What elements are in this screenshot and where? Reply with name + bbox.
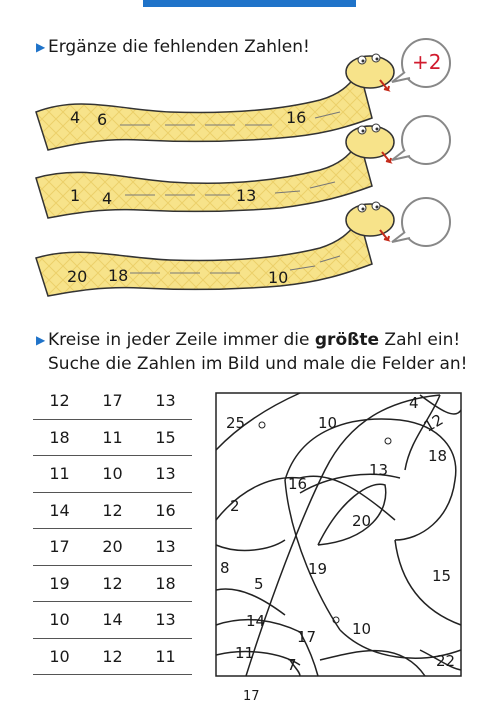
task-1-text: Ergänze die fehlenden Zahlen! <box>48 37 310 57</box>
picture-number: 17 <box>297 628 317 646</box>
picture-number: 16 <box>288 475 308 493</box>
picture-number: 5 <box>254 575 264 593</box>
number-cell[interactable]: 11 <box>139 638 192 675</box>
number-cell[interactable]: 14 <box>86 602 139 639</box>
picture-number: 15 <box>432 567 452 585</box>
number-cell[interactable]: 17 <box>86 383 139 419</box>
number-cell[interactable]: 13 <box>139 456 192 493</box>
number-cell[interactable]: 13 <box>139 602 192 639</box>
number-cell[interactable]: 16 <box>139 492 192 529</box>
number-cell[interactable]: 11 <box>33 456 86 493</box>
picture-number: 18 <box>428 447 448 465</box>
picture-number: 25 <box>226 414 246 432</box>
snake-1-number: 4 <box>70 108 81 127</box>
number-cell[interactable]: 15 <box>139 419 192 456</box>
picture-number: 8 <box>220 559 230 577</box>
snake-1-number: 6 <box>97 110 108 129</box>
arrow-icon: ▶ <box>36 40 46 54</box>
snake-2-number: 1 <box>70 186 81 205</box>
number-cell[interactable]: 13 <box>139 383 192 419</box>
snake-2-number: 13 <box>236 186 257 205</box>
number-cell[interactable]: 18 <box>139 565 192 602</box>
number-cell[interactable]: 20 <box>86 529 139 566</box>
task-2-text-line2: Suche die Zahlen im Bild und male die Felder an! <box>48 354 468 374</box>
picture-number: 7 <box>287 656 297 674</box>
number-cell[interactable]: 19 <box>33 565 86 602</box>
snake-3-number: 20 <box>67 267 88 286</box>
number-cell[interactable]: 12 <box>86 565 139 602</box>
picture-number: 13 <box>369 461 389 479</box>
picture-number: 14 <box>246 612 266 630</box>
number-cell[interactable]: 17 <box>33 529 86 566</box>
picture-number: 22 <box>436 652 456 670</box>
number-cell[interactable]: 12 <box>33 383 86 419</box>
task-2-text-end: Zahl ein! <box>379 330 461 350</box>
bubble-1-text: +2 <box>412 50 442 74</box>
task-2-text-bold: größte <box>314 330 380 350</box>
snake-3-number: 10 <box>268 268 289 287</box>
number-cell[interactable]: 12 <box>86 492 139 529</box>
number-cell[interactable]: 11 <box>86 419 139 456</box>
number-cell[interactable]: 10 <box>33 638 86 675</box>
arrow-icon: ▶ <box>36 333 46 347</box>
number-cell[interactable]: 10 <box>86 456 139 493</box>
snake-2-number: 4 <box>102 189 113 208</box>
number-cell[interactable]: 18 <box>33 419 86 456</box>
picture-number: 2 <box>230 497 240 515</box>
snake-3-number: 18 <box>108 266 129 285</box>
picture-number: 10 <box>352 620 372 638</box>
picture-number: 11 <box>235 644 255 662</box>
snake-1-number: 16 <box>286 108 307 127</box>
task-2-text-start: Kreise in jeder Zeile immer die <box>48 330 315 350</box>
picture-number: 10 <box>318 414 338 432</box>
number-cell[interactable]: 12 <box>86 638 139 675</box>
picture-number: 12 <box>420 410 447 436</box>
number-cell[interactable]: 13 <box>139 529 192 566</box>
page-number: 17 <box>243 689 260 704</box>
number-cell[interactable]: 14 <box>33 492 86 529</box>
picture-number: 20 <box>352 512 372 530</box>
picture-number: 19 <box>308 560 328 578</box>
number-cell[interactable]: 10 <box>33 602 86 639</box>
picture-number: 4 <box>409 394 419 412</box>
